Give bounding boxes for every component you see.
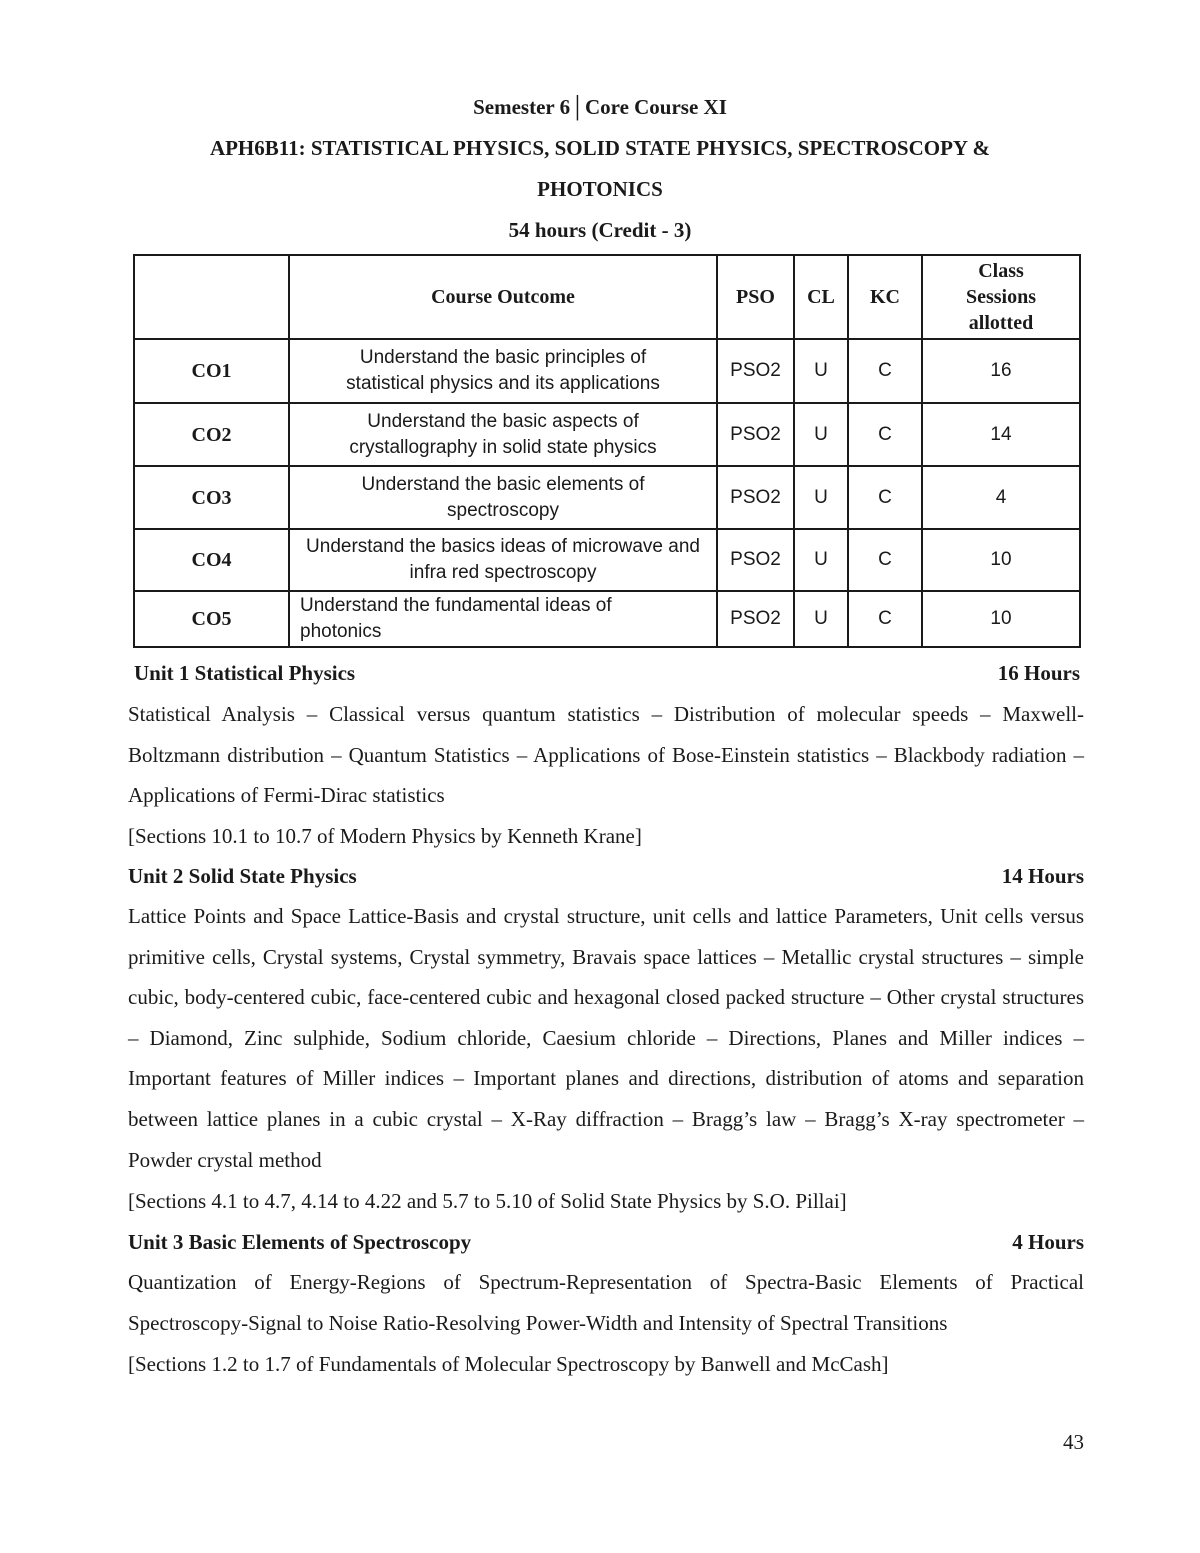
co-kc: C	[848, 339, 922, 403]
column-header-pso: PSO	[717, 255, 794, 339]
co-outcome: Understand the basic elements of spectroscopy	[289, 466, 717, 529]
table-row	[134, 466, 1080, 529]
unit-1-heading	[134, 661, 1080, 685]
co-outcome: Understand the fundamental ideas of photonics	[289, 591, 717, 647]
co-pso: PSO2	[717, 591, 794, 647]
co-id: CO2	[134, 403, 289, 466]
co-id: CO3	[134, 466, 289, 529]
co-cl: U	[794, 466, 848, 529]
table-row	[134, 403, 1080, 466]
column-header-class-sessions: Class Sessions allotted	[922, 255, 1080, 339]
co-outcome: Understand the basic aspects of crystallography in solid state physics	[289, 403, 717, 466]
hours-credit-heading: 54 hours (Credit - 3)	[508, 218, 692, 242]
co-pso: PSO2	[717, 466, 794, 529]
column-header-course-outcome: Course Outcome	[289, 255, 717, 339]
unit-3-reference: [Sections 1.2 to 1.7 of Fundamentals of Molecular Spectroscopy by Banwell and McCash]	[128, 1352, 889, 1376]
unit-title: Unit 3 Basic Elements of Spectroscopy	[128, 1230, 472, 1254]
unit-hours: 14 Hours	[1001, 864, 1084, 888]
co-cl: U	[794, 591, 848, 647]
co-outcome: Understand the basic principles of statistical physics and its applications	[289, 339, 717, 403]
unit-title: Unit 1 Statistical Physics	[134, 661, 356, 685]
unit-3-heading	[128, 1230, 1084, 1254]
co-sessions: 4	[922, 466, 1080, 529]
co-pso: PSO2	[717, 339, 794, 403]
co-cl: U	[794, 339, 848, 403]
co-kc: C	[848, 403, 922, 466]
co-kc: C	[848, 591, 922, 647]
table-row	[134, 529, 1080, 591]
course-title-line-1: APH6B11: STATISTICAL PHYSICS, SOLID STATE PHYSICS, SPECTROSCOPY &	[209, 136, 991, 160]
column-header-kc: KC	[848, 255, 922, 339]
co-outcome: Understand the basics ideas of microwave and infra red spectroscopy	[289, 529, 717, 591]
co-sessions: 14	[922, 403, 1080, 466]
unit-3-content: Quantization of Energy-Regions of Spectrum-Representation of Spectra-Basic Elements of Practical Spectroscopy-Signal to Noise Ratio-Resolving Power-Width and Intensity of Spectral Transitions	[128, 1270, 1084, 1335]
course-title-line-2: PHOTONICS	[537, 177, 663, 201]
column-header-cl: CL	[794, 255, 848, 339]
co-sessions: 10	[922, 591, 1080, 647]
semester-heading: Semester 6│Core Course XI	[473, 95, 727, 119]
co-pso: PSO2	[717, 403, 794, 466]
unit-hours: 16 Hours	[997, 661, 1080, 685]
co-kc: C	[848, 529, 922, 591]
co-sessions: 16	[922, 339, 1080, 403]
unit-title: Unit 2 Solid State Physics	[128, 864, 357, 888]
course-outcome-table	[133, 254, 1081, 648]
unit-2-reference: [Sections 4.1 to 4.7, 4.14 to 4.22 and 5.7 to 5.10 of Solid State Physics by S.O. Pillai]	[128, 1189, 847, 1213]
page-number: 43	[1063, 1430, 1084, 1454]
unit-1-reference: [Sections 10.1 to 10.7 of Modern Physics by Kenneth Krane]	[128, 824, 642, 848]
co-pso: PSO2	[717, 529, 794, 591]
column-header-blank	[134, 255, 289, 339]
co-id: CO5	[134, 591, 289, 647]
unit-hours: 4 Hours	[1012, 1230, 1084, 1254]
co-id: CO1	[134, 339, 289, 403]
unit-2-heading	[128, 864, 1084, 888]
co-cl: U	[794, 529, 848, 591]
co-cl: U	[794, 403, 848, 466]
unit-1-content: Statistical Analysis – Classical versus quantum statistics – Distribution of molecular speeds – Maxwell-Boltzmann distribution – Quantum Statistics – Applications of Bose-Einstein statistics – Blackbody radiation – Applications of Fermi-Dirac statistics	[128, 702, 1084, 808]
unit-2-content: Lattice Points and Space Lattice-Basis and crystal structure, unit cells and lattice Parameters, Unit cells versus primitive cells, Crystal systems, Crystal symmetry, Bravais space lattices – Metallic crystal structures – simple cubic, body-centered cubic, face-centered cubic and hexagonal closed packed structure – Other crystal structures – Diamond, Zinc sulphide, Sodium chloride, Caesium chloride – Directions, Planes and Miller indices – Important features of Miller indices – Important planes and directions, distribution of atoms and separation between lattice planes in a cubic crystal – X-Ray diffraction – Bragg’s law – Bragg’s X-ray spectrometer – Powder crystal method	[128, 904, 1084, 1172]
co-sessions: 10	[922, 529, 1080, 591]
table-header-row	[134, 255, 1080, 339]
co-kc: C	[848, 466, 922, 529]
co-id: CO4	[134, 529, 289, 591]
table-row	[134, 339, 1080, 403]
table-row	[134, 591, 1080, 647]
